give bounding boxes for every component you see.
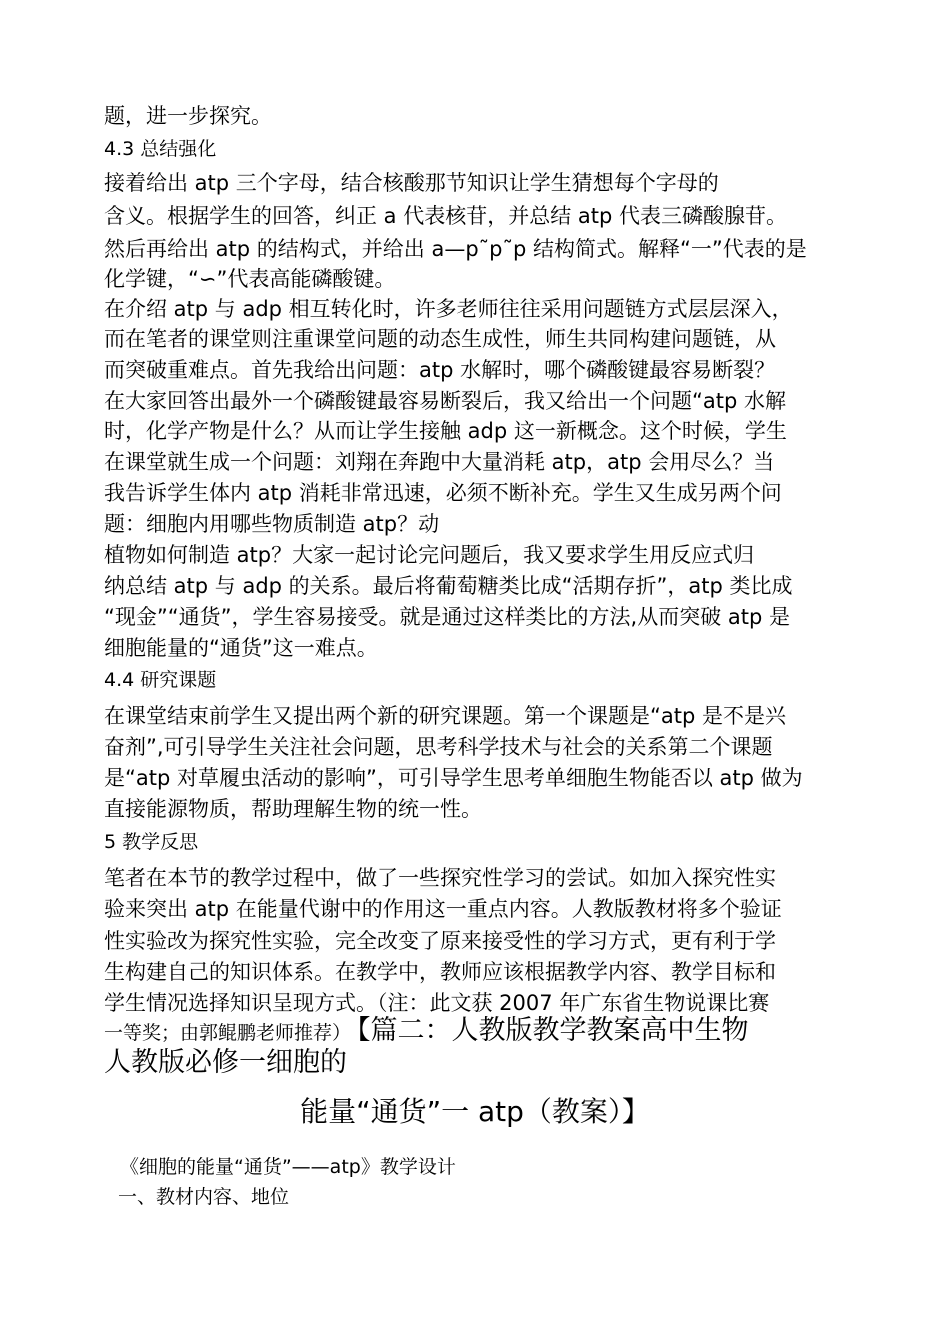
text-line: 而在笔者的课堂则注重课堂问题的动态生成性，师生共同构建问题链，从 xyxy=(104,327,776,351)
text-line: 在大家回答出最外一个磷酸键最容易断裂后，我又给出一个问题“atp 水解 xyxy=(104,389,786,413)
text-line: 性实验改为探究性实验，完全改变了原来接受性的学习方式，更有利于学 xyxy=(104,929,776,953)
text-line: 时，化学产物是什么？从而让学生接触 adp 这一新概念。这个时候，学生 xyxy=(104,419,787,443)
text-line: 化学键，“∽”代表高能磷酸键。 xyxy=(104,267,396,291)
centered-title: 能量“通货”一 atp（教案）】 xyxy=(300,1095,650,1128)
text-line: 在课堂就生成一个问题：刘翔在奔跑中大量消耗 atp，atp 会用尽么？当 xyxy=(104,450,775,474)
text-line: “现金”“通货”，学生容易接受。就是通过这样类比的方法,从而突破 atp 是 xyxy=(104,605,790,629)
text-line: 然后再给出 atp 的结构式，并给出 a—p˜p˜p 结构简式。解释“一”代表的是 xyxy=(104,237,807,261)
text-line: 含义。根据学生的回答，纠正 a 代表核苷，并总结 atp 代表三磷酸腺苷。 xyxy=(104,204,787,228)
section-heading-4-3: 4.3 总结强化 xyxy=(104,138,217,160)
text-line: 而突破重难点。首先我给出问题：atp 水解时，哪个磷酸键最容易断裂？ xyxy=(104,358,776,382)
text-line: 题：细胞内用哪些物质制造 atp？动 xyxy=(104,512,440,536)
text-line: 纳总结 atp 与 adp 的关系。最后将葡萄糖类比成“活期存折”，atp 类比成 xyxy=(104,574,793,598)
text-line: 题，进一步探究。 xyxy=(104,104,272,128)
text-line: 在介绍 atp 与 adp 相互转化时，许多老师往往采用问题链方式层层深入， xyxy=(104,297,793,321)
section-heading-4-4: 4.4 研究课题 xyxy=(104,669,217,691)
text-line: 我告诉学生体内 atp 消耗非常迅速，必须不断补充。学生又生成另两个问 xyxy=(104,481,782,505)
subheading: 一、教材内容、地位 xyxy=(118,1186,290,1208)
section-heading-5: 5 教学反思 xyxy=(104,831,199,853)
text-line: 在课堂结束前学生又提出两个新的研究课题。第一个课题是“atp 是不是兴 xyxy=(104,704,786,728)
section-title-part: 人教版必修一细胞的 xyxy=(104,1047,347,1078)
subtitle: 《细胞的能量“通货”——atp》教学设计 xyxy=(120,1156,456,1178)
text-line: 验来突出 atp 在能量代谢中的作用这一重点内容。人教版教材将多个验证 xyxy=(104,897,782,921)
text-line: 学生情况选择知识呈现方式。（注：此文获 2007 年广东省生物说课比赛 xyxy=(104,991,770,1015)
text-line: 直接能源物质，帮助理解生物的统一性。 xyxy=(104,797,482,821)
text-line: 是“atp 对草履虫活动的影响”，可引导学生思考单细胞生物能否以 atp 做为 xyxy=(104,766,803,790)
text-line: 细胞能量的“通货”这一难点。 xyxy=(104,636,378,660)
text-line: 笔者在本节的教学过程中，做了一些探究性学习的尝试。如加入探究性实 xyxy=(104,866,776,890)
text-span: 一等奖；由郭鲲鹏老师推荐） xyxy=(104,1022,352,1044)
text-line: 生构建自己的知识体系。在教学中，教师应该根据教学内容、教学目标和 xyxy=(104,960,776,984)
section-title-part: 【篇二：人教版教学教案高中生物 xyxy=(357,1015,749,1046)
text-line: 奋剂”,可引导学生关注社会问题，思考科学技术与社会的关系第二个课题 xyxy=(104,735,773,759)
text-line: 植物如何制造 atp？大家一起讨论完问题后，我又要求学生用反应式归 xyxy=(104,543,755,567)
mixed-line xyxy=(104,1014,749,1048)
text-line: 接着给出 atp 三个字母，结合核酸那节知识让学生猜想每个字母的 xyxy=(104,171,719,195)
